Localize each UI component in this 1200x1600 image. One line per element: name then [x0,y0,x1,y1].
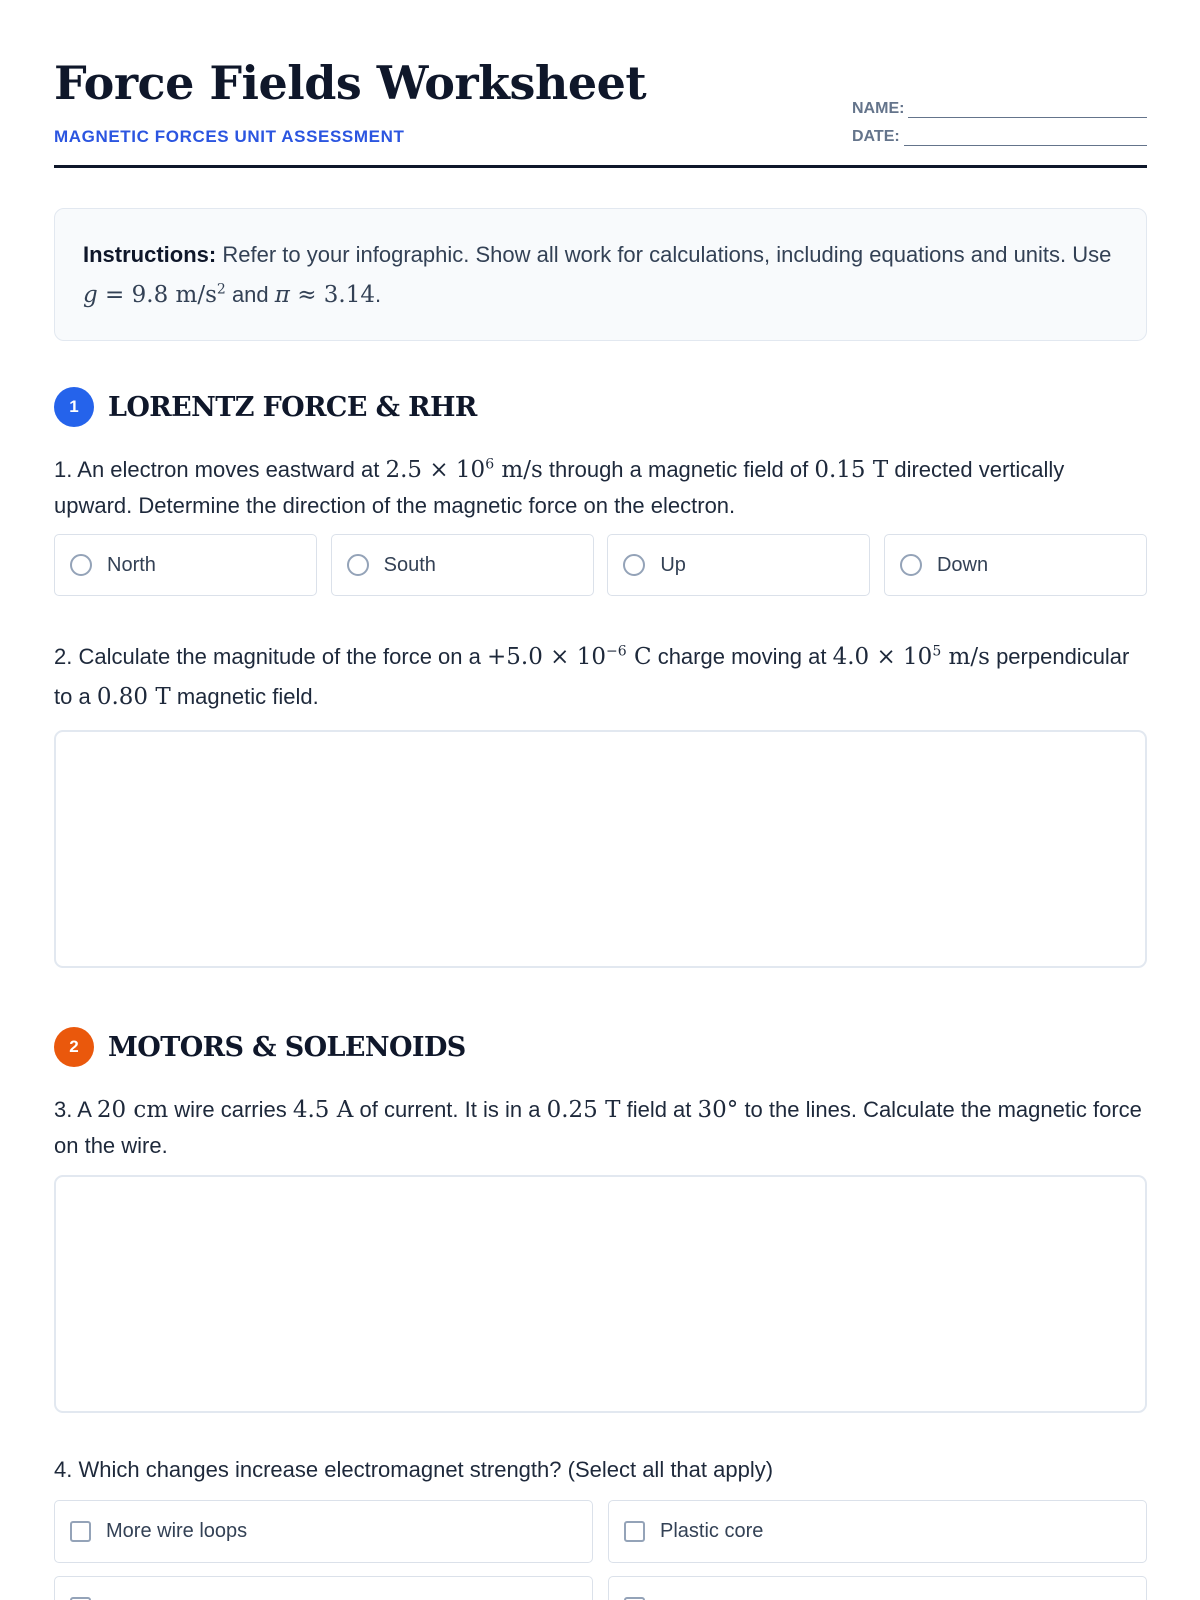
section-number-badge: 2 [54,1027,94,1067]
question-text: through a magnetic field of [548,457,809,482]
option-up[interactable] [607,534,870,596]
question-3 [54,1092,1147,1164]
option-label: South [383,553,436,576]
question-number: 1. [54,457,73,482]
charge-value: $+5.0 \times 10^{-6}$ C [486,643,652,670]
question-1 [54,452,1147,524]
date-field[interactable] [852,126,1147,146]
pi-formula: π ≈ 3.14 [274,282,376,308]
radio-button[interactable] [623,554,645,576]
gravity-formula: g = 9.8 $m/s^2$ [83,281,226,308]
worksheet-header [54,0,1147,168]
length-value: 20 cm [96,1097,169,1123]
velocity-value: $4.0 \times 10^5$ m/s [832,643,990,670]
name-line[interactable] [908,104,1147,118]
question-text: magnetic field. [176,684,319,709]
section-title: LORENTZ FORCE & RHR [108,391,477,423]
question-number: 3. [54,1097,73,1122]
question-2 [54,637,1147,717]
section-lorentz-heading [54,387,477,427]
field-value: 0.15 T [814,457,889,483]
option-label: More wire loops [106,1520,248,1542]
option-plastic-core[interactable] [608,1500,1147,1563]
question-4-options [54,1500,1147,1563]
instructions-label: Instructions: [83,242,217,267]
field-value: 0.25 T [546,1097,621,1123]
checkbox[interactable] [70,1521,91,1542]
name-field[interactable] [852,98,1147,118]
question-text: to the lines. Calculate the magnetic force on the wire. [54,1097,1142,1158]
answer-box-question-2[interactable] [54,730,1147,968]
option-partially-visible[interactable] [54,1576,593,1600]
answer-box-question-3[interactable] [54,1175,1147,1413]
page-subtitle: MAGNETIC FORCES UNIT ASSESSMENT [54,127,405,146]
instructions-end: . [375,282,382,307]
question-text: field at [626,1097,692,1122]
name-label: NAME: [852,100,905,117]
field-value: 0.80 T [96,684,171,710]
section-motors-heading [54,1027,466,1067]
question-1-options [54,534,1147,596]
question-text: perpendicular to a [54,644,1130,709]
option-label: Plastic core [660,1520,764,1542]
instructions-box [54,208,1147,341]
option-label: Down [936,553,989,576]
current-value: 4.5 A [292,1097,354,1123]
question-text: charge moving at [657,644,827,669]
radio-button[interactable] [347,554,369,576]
question-text: An electron moves eastward at [77,457,380,482]
question-text: wire carries [174,1097,287,1122]
checkbox[interactable] [624,1521,645,1542]
question-text: of current. It is in a [359,1097,541,1122]
question-text: directed vertically upward. Determine the direction of the magnetic force on the electron. [54,457,1065,518]
instructions-text: Refer to your infographic. Show all work for calculations, including equations and units. Use [222,242,1112,267]
question-number: 2. [54,644,73,669]
date-label: DATE: [852,128,900,145]
option-more-wire-loops[interactable] [54,1500,593,1563]
option-label: Up [660,553,686,576]
option-label: North [107,553,156,576]
date-line[interactable] [904,132,1147,146]
option-north[interactable] [54,534,317,596]
page-title: Force Fields Worksheet [54,56,647,110]
option-south[interactable] [331,534,594,596]
option-partially-visible[interactable] [608,1576,1147,1600]
radio-button[interactable] [900,554,922,576]
option-down[interactable] [884,534,1147,596]
section-title: MOTORS & SOLENOIDS [108,1031,466,1063]
angle-value: 30° [697,1097,739,1123]
question-text: 4. Which changes increase electromagnet strength? (Select all that apply) [54,1457,774,1482]
velocity-value: $2.5 \times 10^6$ m/s [385,456,543,483]
section-number-badge: 1 [54,387,94,427]
question-text: A [77,1097,91,1122]
radio-button[interactable] [70,554,92,576]
question-text: Calculate the magnitude of the force on a [78,644,481,669]
question-4-options-row-2 [54,1576,1147,1600]
worksheet-page [54,0,1147,1542]
question-4 [54,1452,1147,1488]
instructions-and: and [231,282,269,307]
